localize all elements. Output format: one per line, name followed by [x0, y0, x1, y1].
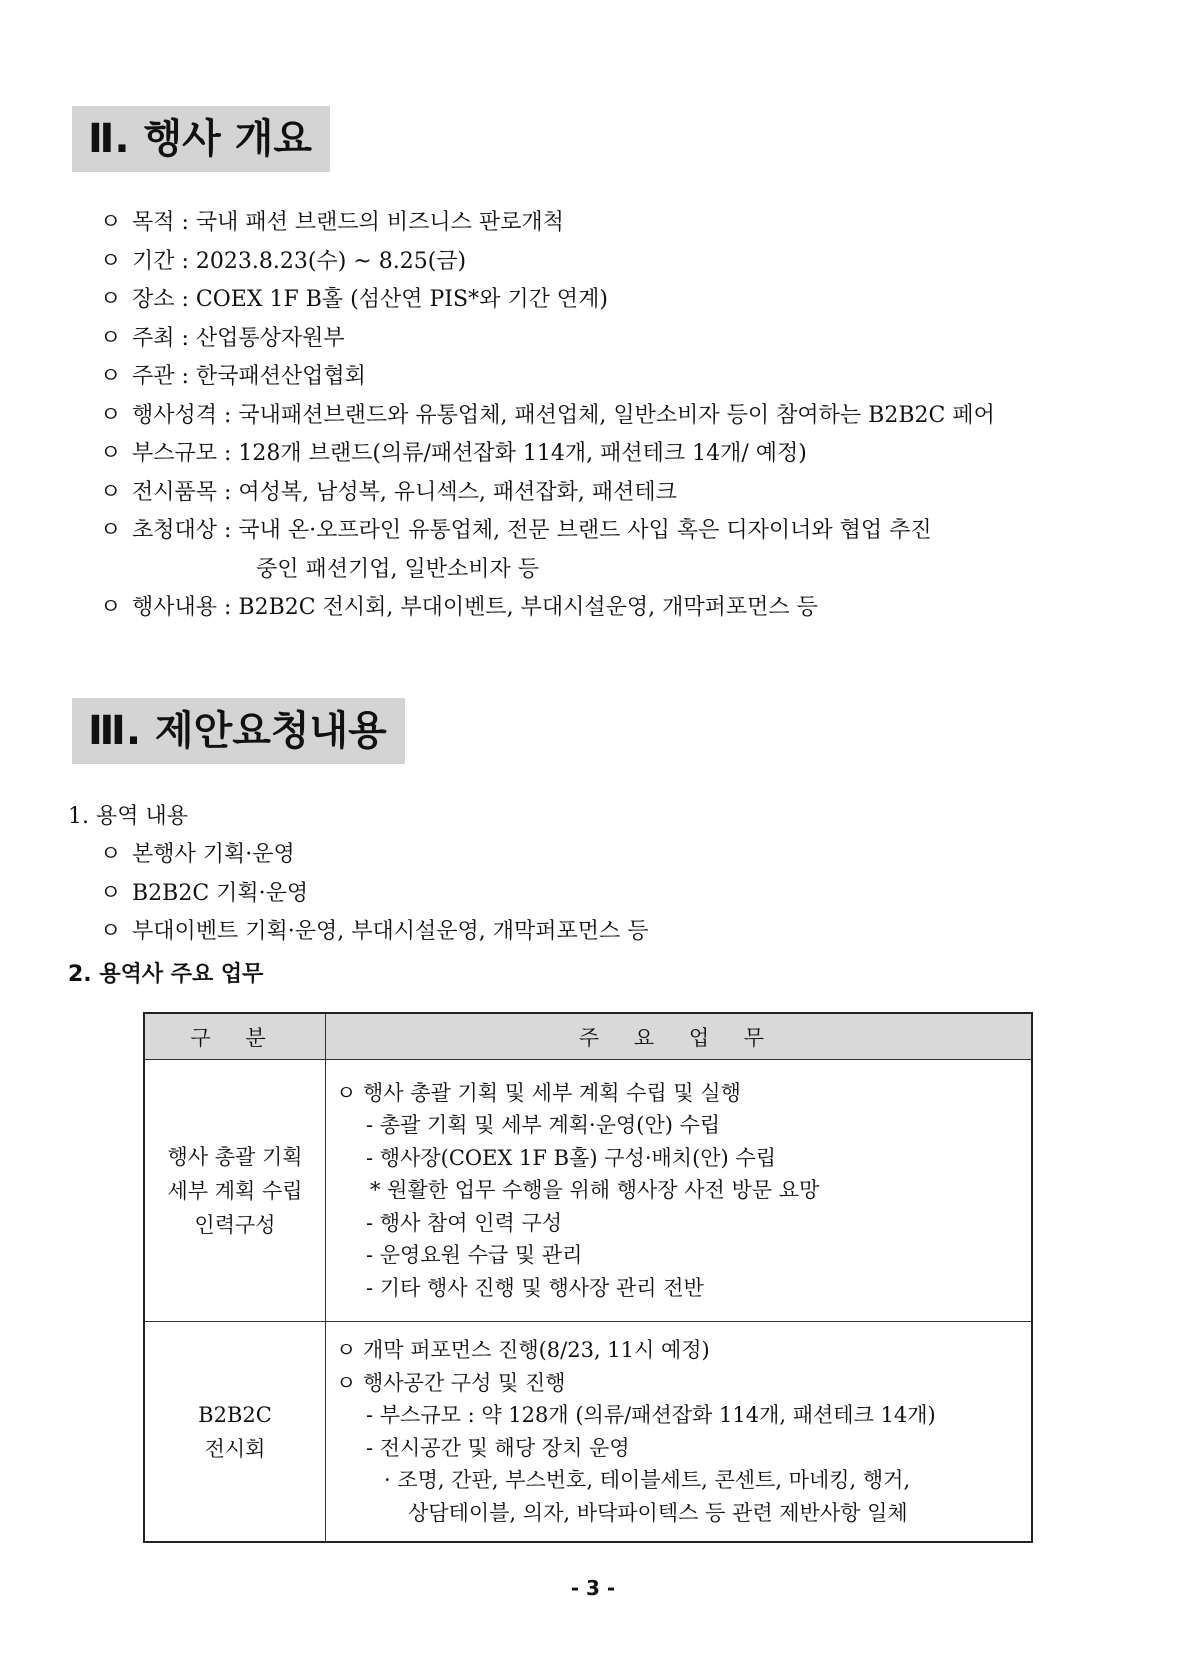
duty-cell: ㅇ 개막 퍼포먼스 진행(8/23, 11시 예정) ㅇ 행사공간 구성 및 진행 - 부스규모 : 약 128개 (의류/패션잡화 114개, 패션테크 14개) - 전시공간 및 해당 장치 운영 · 조명, 간판, 부스번호, 테이블세트, 콘센트, 마네킹, 행거, 상담테이블, 의자, 바닥파이텍스 등 관련 제반사항 일체 [326, 1322, 1033, 1543]
table-header-row [144, 1013, 1032, 1060]
list-item: ㅇ 기간 : 2023.8.23(수) ~ 8.25(금) [100, 243, 1100, 282]
list-item: ㅇ 본행사 기획·운영 [100, 836, 1100, 875]
bullet-icon: ㅇ [100, 287, 122, 312]
page-number: - 3 - [570, 1576, 616, 1600]
bullet-icon: ㅇ [100, 518, 122, 543]
bullet-icon: ㅇ [100, 364, 122, 389]
list-item: ㅇ B2B2C 기획·운영 [100, 875, 1100, 914]
bullet-icon: ㅇ [100, 210, 122, 235]
category-cell: B2B2C 전시회 [144, 1322, 326, 1543]
section-title-proposal: Ⅲ. 제안요청내용 [72, 698, 405, 764]
list-item: ㅇ 주최 : 산업통상자원부 [100, 320, 1100, 359]
list-item: ㅇ 장소 : COEX 1F B홀 (섬산연 PIS*와 기간 연계) [100, 281, 1100, 320]
table-row [144, 1322, 1032, 1543]
list-item: ㅇ 초청대상 : 국내 온·오프라인 유통업체, 전문 브랜드 사입 혹은 디자이너와 협업 추진 [100, 512, 1100, 551]
list-item: ㅇ 행사성격 : 국내패션브랜드와 유통업체, 패션업체, 일반소비자 등이 참여하는 B2B2C 페어 [100, 397, 1100, 436]
list-item: ㅇ 부스규모 : 128개 브랜드(의류/패션잡화 114개, 패션테크 14개/ 예정) [100, 435, 1100, 474]
header-duties: 주 요 업 무 [326, 1013, 1033, 1060]
header-category: 구 분 [144, 1013, 326, 1060]
bullet-icon: ㅇ [100, 880, 122, 906]
subsection-title-service: 1. 용역 내용 [68, 804, 188, 829]
list-item: ㅇ 부대이벤트 기획·운영, 부대시설운영, 개막퍼포먼스 등 [100, 913, 1100, 952]
list-item: ㅇ 주관 : 한국패션산업협회 [100, 358, 1100, 397]
list-item: ㅇ 목적 : 국내 패션 브랜드의 비즈니스 판로개척 [100, 204, 1100, 243]
subsection-title-duties: 2. 용역사 주요 업무 [68, 962, 264, 987]
list-item: ㅇ 전시품목 : 여성복, 남성복, 유니섹스, 패션잡화, 패션테크 [100, 474, 1100, 513]
overview-list [100, 204, 1100, 628]
bullet-icon: ㅇ [100, 248, 122, 274]
section-title-overview: Ⅱ. 행사 개요 [72, 106, 330, 172]
bullet-icon: ㅇ [100, 842, 122, 867]
bullet-icon: ㅇ [100, 479, 122, 505]
duty-cell: ㅇ 행사 총괄 기획 및 세부 계획 수립 및 실행 - 총괄 기획 및 세부 계획·운영(안) 수립 - 행사장(COEX 1F B홀) 구성·배치(안) 수립 * 원활한 업무 수행을 위해 행사장 사전 방문 요망 - 행사 참여 인력 구성 - 운영요원 수급 및 관리 - 기타 행사 진행 및 행사장 관리 전반 [326, 1060, 1033, 1322]
duties-table [143, 1012, 1033, 1543]
list-item: ㅇ 행사내용 : B2B2C 전시회, 부대이벤트, 부대시설운영, 개막퍼포먼스 등 [100, 589, 1100, 628]
service-list [100, 836, 1100, 952]
list-item-continuation: 중인 패션기업, 일반소비자 등 [256, 556, 539, 582]
category-cell: 행사 총괄 기획 세부 계획 수립 인력구성 [144, 1060, 326, 1322]
table-row [144, 1060, 1032, 1322]
bullet-icon: ㅇ [100, 441, 122, 466]
bullet-icon: ㅇ [100, 595, 122, 620]
bullet-icon: ㅇ [100, 919, 122, 944]
bullet-icon: ㅇ [100, 402, 122, 428]
bullet-icon: ㅇ [100, 325, 122, 351]
